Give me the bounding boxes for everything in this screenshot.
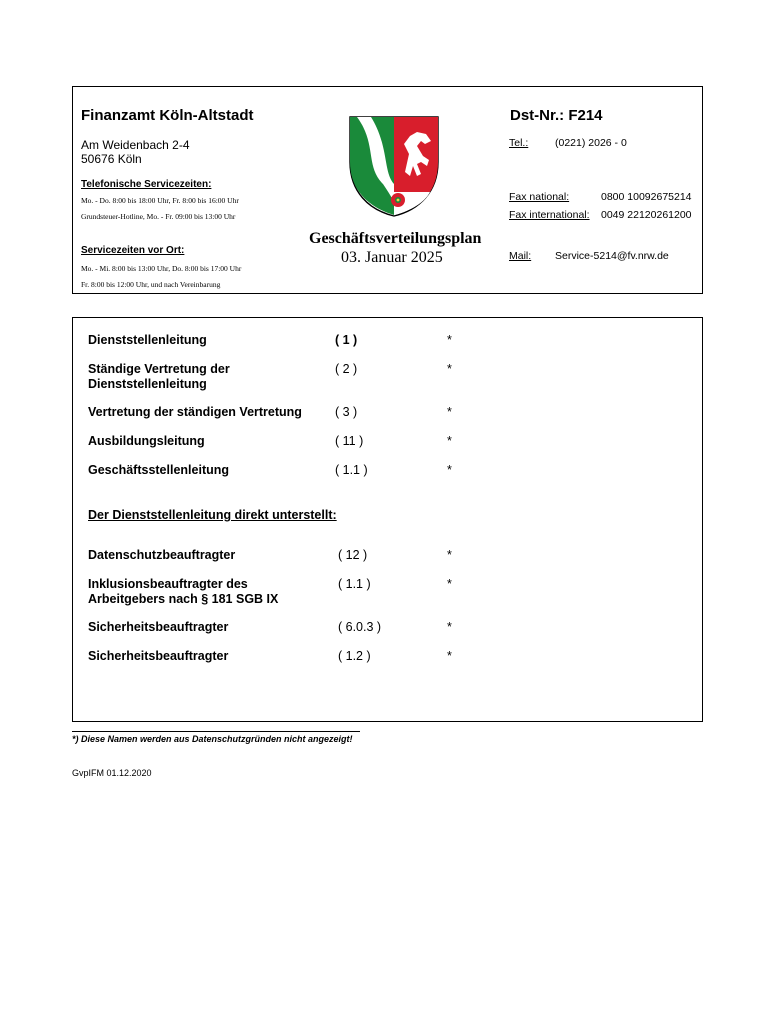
address-street: Am Weidenbach 2-4	[81, 138, 190, 152]
fax-international-label: Fax international:	[509, 209, 590, 221]
footnote: *) Diese Namen werden aus Datenschutzgründen nicht angezeigt!	[72, 734, 353, 744]
direct-item-name: Datenschutzbeauftragter	[88, 548, 236, 562]
direct-item-code: ( 1.2 )	[338, 649, 371, 663]
fax-national-label: Fax national:	[509, 191, 570, 203]
mail-label: Mail:	[509, 250, 532, 262]
direct-section-heading: Der Dienststellenleitung direkt unterstellt:	[88, 508, 337, 522]
fax-international-value: 0049 22120261200	[601, 209, 692, 221]
direct-item-code: ( 12 )	[338, 548, 368, 562]
direct-item-name: Inklusionsbeauftragter des Arbeitgebers nach § 181 SGB IX	[88, 577, 279, 606]
direct-item-person: *	[447, 620, 452, 634]
plan-title: Geschäftsverteilungsplan	[309, 230, 482, 247]
role-name: Ausbildungsleitung	[88, 434, 205, 448]
role-name: Geschäftsstellenleitung	[88, 463, 230, 477]
nrw-coat-of-arms-icon	[347, 114, 441, 218]
role-code: ( 11 )	[335, 434, 364, 448]
onsite-service-heading: Servicezeiten vor Ort:	[81, 245, 185, 256]
onsite-service-hours-friday: Fr. 8:00 bis 12:00 Uhr, und nach Vereinbarung	[81, 280, 221, 289]
role-person: *	[447, 463, 452, 477]
phone-service-hours: Mo. - Do. 8:00 bis 18:00 Uhr, Fr. 8:00 bis 16:00 Uhr	[81, 196, 239, 205]
role-person: *	[447, 434, 452, 448]
tel-label: Tel.:	[509, 137, 529, 149]
plan-date: 03. Januar 2025	[341, 249, 443, 266]
direct-item-person: *	[447, 548, 452, 562]
role-code: ( 1.1 )	[335, 463, 368, 477]
direct-item-code: ( 6.0.3 )	[338, 620, 382, 634]
role-person: *	[447, 333, 452, 347]
role-code: ( 1 )	[335, 333, 358, 347]
mail-value[interactable]: Service-5214@fv.nrw.de	[555, 250, 669, 262]
role-name: Vertretung der ständigen Vertretung	[88, 405, 302, 419]
address-city: 50676 Köln	[81, 152, 142, 166]
direct-item-name: Sicherheitsbeauftragter	[88, 649, 229, 663]
dst-nr: Dst-Nr.: F214	[510, 107, 603, 124]
direct-item-name: Sicherheitsbeauftragter	[88, 620, 229, 634]
grundsteuer-hotline-hours: Grundsteuer-Hotline, Mo. - Fr. 09:00 bis 13:00 Uhr	[81, 212, 236, 221]
direct-item-code: ( 1.1 )	[338, 577, 371, 591]
onsite-service-hours: Mo. - Mi. 8:00 bis 13:00 Uhr, Do. 8:00 bis 17:00 Uhr	[81, 264, 242, 273]
office-name: Finanzamt Köln-Altstadt	[81, 107, 254, 124]
role-code: ( 3 )	[335, 405, 358, 419]
tel-value: (0221) 2026 - 0	[555, 137, 627, 149]
role-name: Ständige Vertretung der Dienststellenleitung	[88, 362, 230, 391]
role-name: Dienststellenleitung	[88, 333, 207, 347]
role-person: *	[447, 405, 452, 419]
direct-item-person: *	[447, 577, 452, 591]
footnote-divider	[72, 731, 360, 732]
fax-national-value: 0800 10092675214	[601, 191, 692, 203]
phone-service-heading: Telefonische Servicezeiten:	[81, 179, 212, 190]
role-person: *	[447, 362, 452, 376]
role-code: ( 2 )	[335, 362, 358, 376]
direct-item-person: *	[447, 649, 452, 663]
form-id: GvpIFM 01.12.2020	[72, 768, 152, 778]
